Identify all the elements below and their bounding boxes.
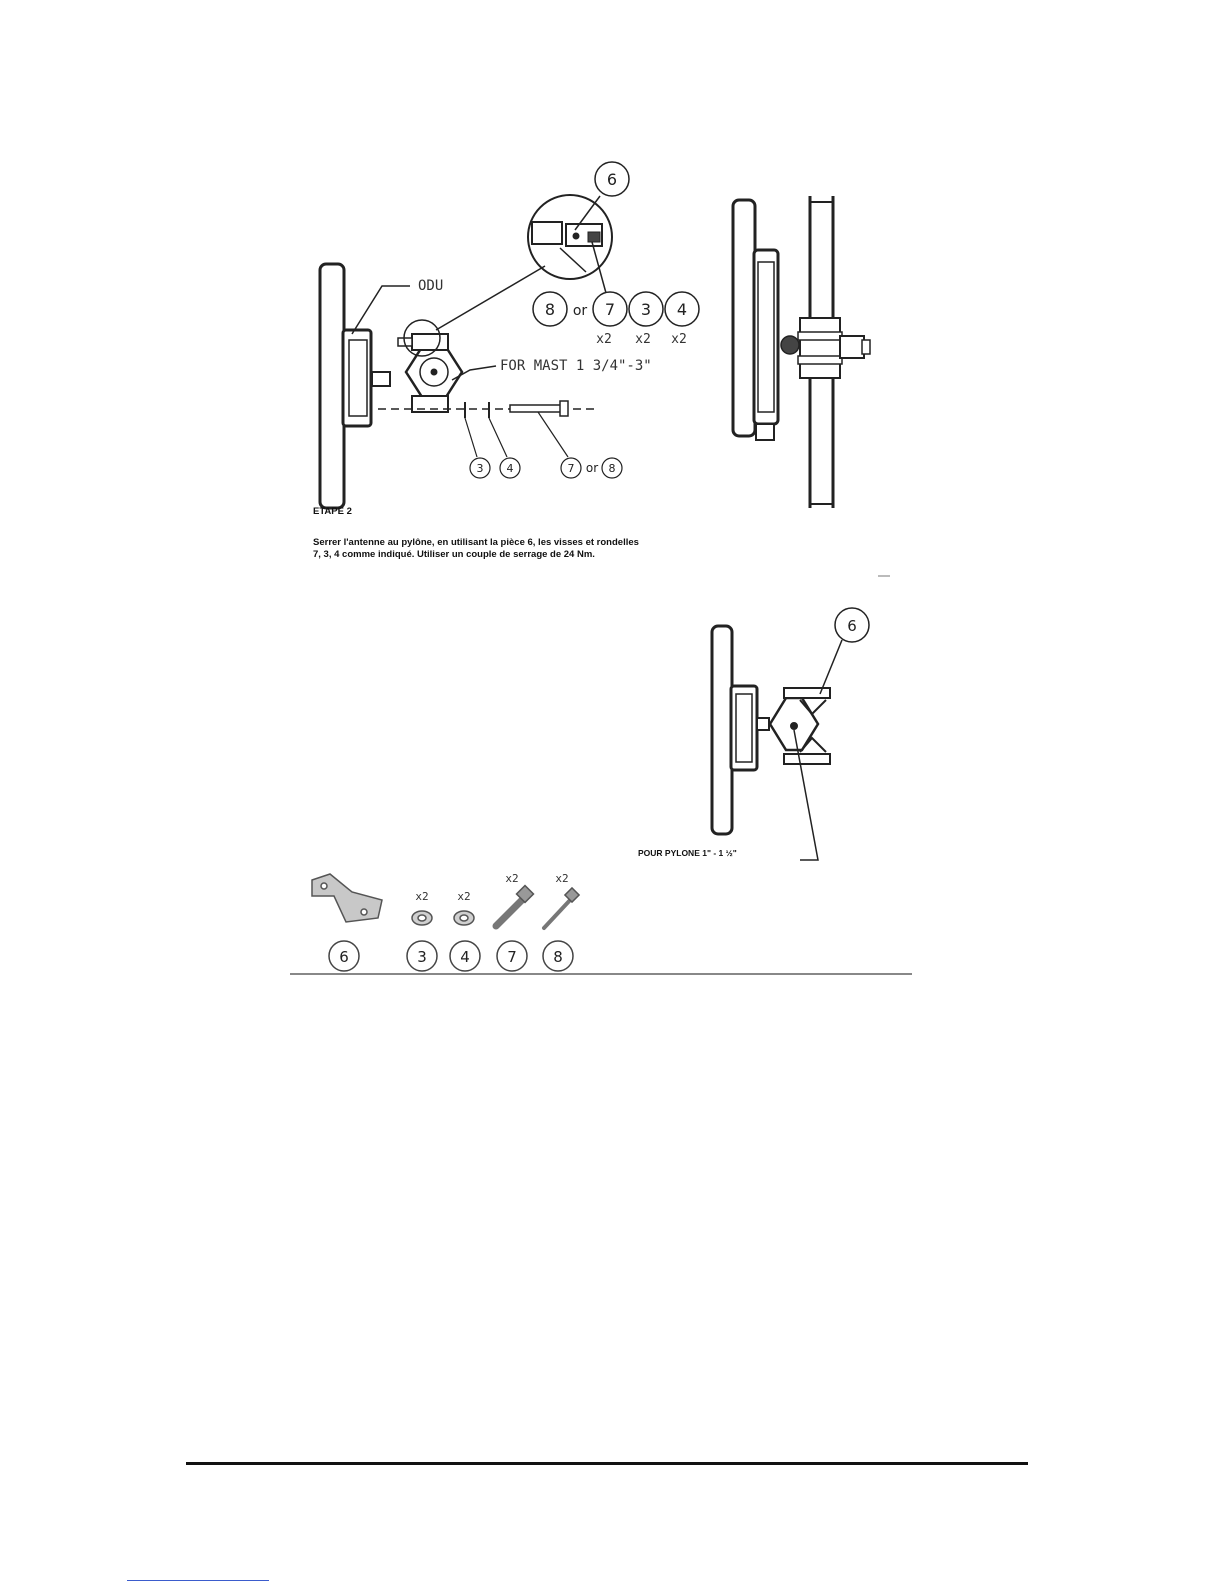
bracket-part-icon: [312, 874, 382, 922]
part-num-3: 3: [417, 948, 427, 966]
part-qty-3: x2: [415, 890, 429, 903]
step-instruction-line-2: 7, 3, 4 comme indiqué. Utiliser un couple de serrage de 24 Nm.: [313, 549, 595, 560]
small-callout-8: 8: [608, 462, 616, 475]
antenna-panel-small-pylon: [712, 626, 732, 834]
part-num-8: 8: [553, 948, 563, 966]
callout-6: 6: [606, 170, 618, 189]
antenna-panel-assembled: [733, 200, 755, 436]
part-num-4: 4: [460, 948, 470, 966]
small-callout-7: 7: [567, 462, 575, 475]
qty-7: x2: [596, 332, 612, 347]
qty-3: x2: [635, 332, 651, 347]
footer-link-underline[interactable]: [127, 1580, 269, 1581]
callout-3: 3: [640, 300, 652, 319]
part-num-7: 7: [507, 948, 517, 966]
part-num-6: 6: [339, 948, 349, 966]
part-qty-7: x2: [505, 872, 519, 885]
footer-rule: [186, 1462, 1028, 1465]
figure-1-assembled-view: [733, 196, 870, 508]
small-callout-4: 4: [506, 462, 514, 475]
bolt-7-icon: [496, 886, 533, 926]
callout-8: 8: [544, 300, 556, 319]
figure-2-small-pylon: [712, 608, 869, 860]
parts-row: [290, 874, 912, 974]
step-title: ETAPE 2: [313, 506, 352, 517]
bolt-8-icon: [544, 888, 579, 928]
antenna-panel: [320, 264, 344, 508]
pylone-size-label: POUR PYLONE 1" - 1 ½": [638, 848, 737, 858]
step-instruction-line-1: Serrer l'antenne au pylône, en utilisant la pièce 6, les visses et rondelles: [313, 537, 639, 548]
or-text: or: [572, 303, 588, 319]
small-callout-3: 3: [476, 462, 484, 475]
fig2-callout-6: 6: [847, 617, 857, 635]
part-qty-8: x2: [555, 872, 569, 885]
callout-7: 7: [604, 300, 616, 319]
part-qty-4: x2: [457, 890, 471, 903]
or-text-small: or: [585, 461, 599, 475]
qty-4: x2: [671, 332, 687, 347]
mast-size-label: FOR MAST 1 3/4"-3": [500, 358, 652, 374]
odu-label: ODU: [418, 278, 444, 294]
callout-4: 4: [676, 300, 688, 319]
